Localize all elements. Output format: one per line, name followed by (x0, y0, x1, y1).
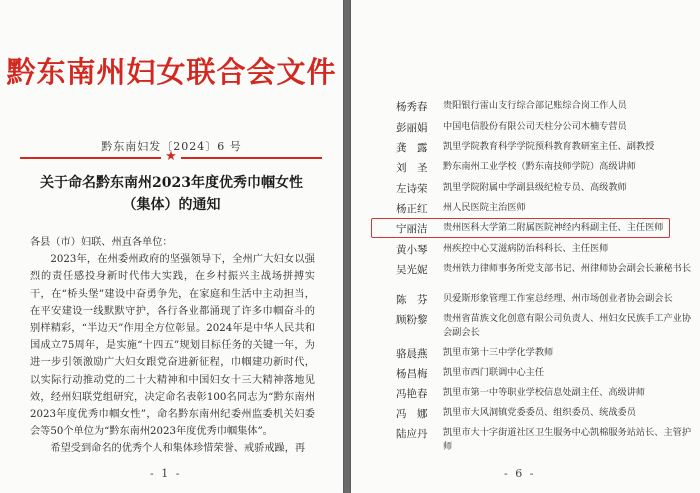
document-page-right (351, 0, 700, 493)
honoree-unit: 贵阳银行雷山支行综合部记账综合岗工作人员 (443, 100, 627, 111)
header-divider-right (181, 157, 322, 159)
highlight-box (371, 218, 670, 238)
notice-title-line2: （集体）的通知 (122, 197, 221, 213)
honoree-unit: 贝爱斯形象管理工作室总经理、州市场创业者协会副会长 (443, 293, 673, 304)
honoree-name: 骆晨燕 (396, 348, 428, 360)
honoree-name: 顾粉黎 (396, 314, 428, 326)
page-number-left: - 1 - (150, 467, 182, 480)
document-page-left (0, 0, 343, 493)
honoree-name: 刘 圣 (396, 162, 428, 174)
honoree-unit: 中国电信股份有限公司天柱分公司木楠专营员 (443, 121, 627, 132)
header-divider-left (20, 157, 161, 159)
honoree-name: 左诗荣 (396, 183, 428, 195)
honoree-unit: 州人民医院主治医师 (443, 202, 526, 213)
honoree-unit: 黔东南州工业学校（黔东南技师学院）高级讲师 (443, 161, 636, 172)
honoree-name: 杨昌梅 (396, 368, 428, 380)
star-icon: ★ (165, 149, 177, 164)
honoree-name: 陈 芬 (396, 294, 428, 306)
honoree-name: 彭丽娟 (396, 122, 428, 134)
honoree-unit: 凯里市大十字街道社区卫生服务中心凯棉服务站站长、主管护师 (443, 427, 692, 452)
org-header-title: 黔东南州妇女联合会文件 (6, 55, 337, 89)
honoree-name: 吴光妮 (396, 264, 428, 276)
notice-body (30, 234, 315, 458)
honoree-name: 宁丽洁 (396, 223, 428, 235)
document-number: 黔东南妇发〔2024〕6 号 (101, 140, 242, 153)
honoree-name: 冯 娜 (396, 408, 428, 420)
honoree-unit: 凯里市第一中等职业学校信息处副主任、高级讲师 (443, 387, 646, 398)
honoree-name: 龚 露 (396, 142, 428, 154)
honoree-name: 陆应丹 (396, 428, 428, 440)
honoree-unit: 州疾控中心艾滋病防治科科长、主任医师 (443, 243, 609, 254)
honoree-name: 黄小琴 (396, 244, 428, 256)
honoree-unit: 凯里学院附属中学副县级纪检专员、高级教师 (443, 182, 627, 193)
honoree-name: 冯艳春 (396, 388, 428, 400)
honoree-name: 杨正红 (396, 203, 428, 215)
honoree-unit: 贵州铁力律师事务所党支部书记、州律师协会副会长兼秘书长 (443, 263, 692, 274)
addressee-line: 各县（市）妇联、州直各单位： (30, 237, 173, 248)
honoree-unit: 凯里市大风洞镇党委委员、组织委员、统战委员 (443, 407, 636, 418)
honoree-unit: 贵州省苗族文化创意有限公司负责人、州妇女民族手工产业协会副会长 (443, 313, 692, 338)
honoree-unit: 凯里市西门联调中心主任 (443, 367, 545, 378)
body-paragraph-1: 2023年，在州委州政府的坚强领导下，全州广大妇女以强烈的责任感投身新时代伟大实践，在乡村振兴主战场拼搏实干，在“桥头堡”建设中奋勇争先，在家庭和生活中主动担当，在平安建设一线默默守护，各行各业都涌现了许多巾帼奋斗的别样精彩，“半边天”作用全方位彰显。2024年是中华人民共和国成立75周年，是实施“十四五”规划目标任务的关键一年，为进一步引领激励广大妇女跟党奋进新征程，巾帼建功新时代，以实际行动推动党的二十大精神和中国妇女十三大精神落地见效，经州妇联党组研究，决定命名表彰100名同志为“黔东南州2023年度优秀巾帼女性”，命名黔东南州纪委州监委机关妇委会等50个单位为“黔东南州2023年度优秀巾帼集体”。 (30, 254, 315, 438)
honoree-name: 杨秀春 (396, 101, 428, 113)
honoree-unit: 贵州医科大学第二附属医院神经内科副主任、主任医师 (443, 222, 664, 233)
notice-title-line1: 关于命名黔东南州2023年度优秀巾帼女性 (40, 175, 303, 191)
honoree-unit: 凯里学院教育科学学院预科教育教研室主任、副教授 (443, 141, 655, 152)
body-paragraph-2: 希望受到命名的优秀个人和集体珍惜荣誉、戒骄戒躁，再 (50, 443, 306, 455)
honoree-unit: 凯里市第十三中学化学教师 (443, 347, 554, 358)
page-number-right: - 6 - (504, 467, 536, 480)
